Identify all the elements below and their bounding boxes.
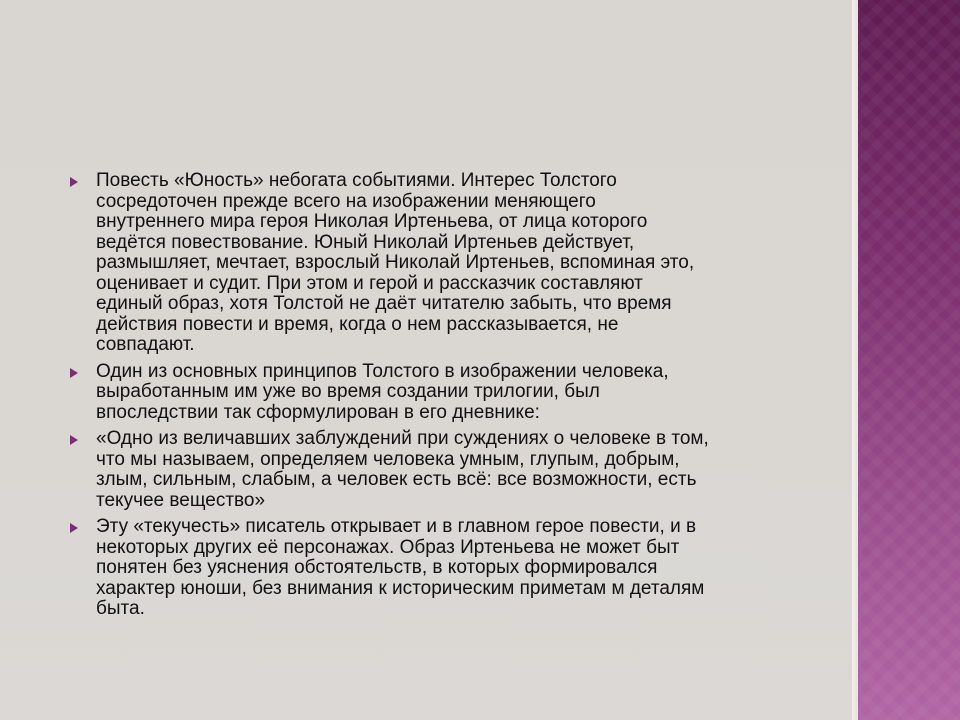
bullet-item-2: [70, 362, 830, 424]
decorative-side-panel: [858, 0, 960, 720]
side-panel-pattern: [858, 0, 960, 720]
text-line: единый образ, хотя Толстой не даёт читателю забыть, что время: [96, 293, 672, 314]
bullet-item-3: [70, 429, 830, 511]
bullet-text: [96, 429, 830, 511]
text-line: выработанным им уже во время создании трилогии, был: [96, 381, 600, 402]
text-line: «Одно из величавших заблуждений при суждениях о человеке в том,: [96, 428, 709, 449]
bullet-text: [96, 517, 830, 620]
text-line: злым, сильным, слабым, а человек есть всё: все возможности, есть: [96, 469, 697, 490]
slide-content: [70, 171, 830, 626]
text-line: действия повести и время, когда о нем рассказывается, не: [96, 313, 619, 335]
text-line: некоторых других её персонажах. Образ Иртеньева не может быт: [96, 536, 680, 558]
bullet-arrow-icon: [70, 435, 78, 445]
text-line: ведётся повествование. Юный Николай Иртеньев действует,: [96, 231, 635, 253]
text-line: Эту «текучесть» писатель открывает и в главном герое повести, и в: [96, 516, 697, 537]
bullet-item-4: [70, 517, 830, 620]
text-line: внутреннего мира героя Николая Иртеньева, от лица которого: [96, 211, 648, 232]
bullet-text: [96, 171, 830, 356]
text-line: впоследствии так сформулирован в его дневнике:: [96, 401, 540, 423]
text-line: размышляет, мечтает, взрослый Николай Иртеньев, вспоминая это,: [96, 252, 695, 273]
text-line: характер юноши, без внимания к историческим приметам м деталям: [96, 577, 705, 599]
bullet-arrow-icon: [70, 368, 78, 378]
text-line: что мы называем, определяем человека умным, глупым, добрым,: [96, 448, 680, 470]
text-line: понятен без уяснения обстоятельств, в которых формировался: [96, 557, 658, 578]
bullet-arrow-icon: [70, 523, 78, 533]
text-line: Повесть «Юность» небогата событиями. Интерес Толстого: [96, 170, 617, 191]
bullet-item-1: [70, 171, 830, 356]
text-line: быта.: [96, 598, 145, 619]
text-line: совпадают.: [96, 334, 195, 355]
text-line: текучее вещество»: [96, 489, 266, 511]
text-line: сосредоточен прежде всего на изображении меняющего: [96, 190, 596, 212]
text-line: оценивает и судит. При этом и герой и рассказчик составляют: [96, 272, 643, 294]
bullet-text: [96, 362, 830, 424]
bullet-arrow-icon: [70, 177, 78, 187]
text-line: Один из основных принципов Толстого в изображении человека,: [96, 360, 669, 382]
